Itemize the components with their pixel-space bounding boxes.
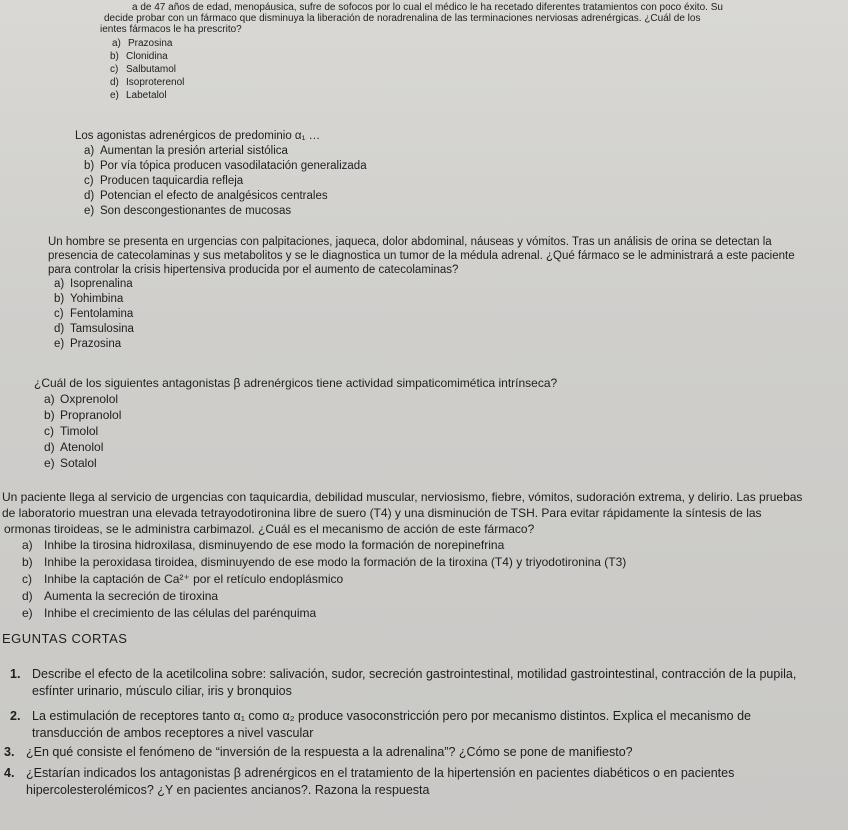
short-question-1-cont: esfínter urinario, músculo ciliar, iris y bronquios: [32, 684, 292, 698]
short-question-2-cont: transducción de ambos receptores a nivel vascular: [32, 726, 314, 740]
section-title: EGUNTAS CORTAS: [2, 631, 128, 646]
short-question-2: 2. La estimulación de receptores tanto α₁ como α₂ produce vasoconstricción pero por mecanismo distintos. Explica el mecanismo de: [10, 709, 752, 723]
question-2-option-d: d) Potencian el efecto de analgésicos centrales: [84, 190, 328, 202]
question-2-option-c: c) Producen taquicardia refleja: [84, 175, 244, 187]
short-question-4: 4. ¿Estarían indicados los antagonistas β adrenérgicos en el tratamiento de la hipertensión en pacientes diabéticos o en pacientes: [4, 766, 735, 780]
question-2-option-e: e) Son descongestionantes de mucosas: [84, 205, 292, 217]
question-1-option-b: b) Clonidina: [110, 51, 168, 62]
question-1-line-2: decide probar con un fármaco que disminuya la liberación de noradrenalina de las terminaciones nerviosas adrenérgicas. ¿Cuál de los: [104, 13, 701, 24]
question-3-option-a: a) Isoprenalina: [54, 278, 133, 290]
question-5-line-3: ormonas tiroideas, se le administra carbimazol. ¿Cuál es el mecanismo de acción de este fármaco?: [4, 522, 535, 536]
question-5-option-c: c) Inhibe la captación de Ca²⁺ por el retículo endoplásmico: [22, 572, 344, 586]
question-3-line-3: para controlar la crisis hipertensiva producida por el aumento de catecolaminas?: [48, 264, 459, 276]
question-4-option-a: a) Oxprenolol: [44, 392, 119, 406]
question-5-option-b: b) Inhibe la peroxidasa tiroidea, disminuyendo de ese modo la formación de la tiroxina (T4) y triyodotironina (T3): [22, 555, 627, 569]
question-1-line-1: a de 47 años de edad, menopáusica, sufre de sofocos por lo cual el médico le ha recetado diferentes tratamientos con poco éxito. Su: [132, 2, 723, 13]
question-1-option-a: a) Prazosina: [112, 38, 173, 49]
question-4-stem: ¿Cuál de los siguientes antagonistas β adrenérgicos tiene actividad simpaticomimética intrínseca?: [34, 376, 558, 390]
short-question-1: 1. Describe el efecto de la acetilcolina sobre: salivación, sudor, secreción gastrointestinal, motilidad gastrointestinal, contracción de la pupila,: [10, 667, 797, 681]
question-3-option-b: b) Yohimbina: [54, 293, 124, 305]
question-3-option-c: c) Fentolamina: [54, 308, 134, 320]
question-5-option-e: e) Inhibe el crecimiento de las células del parénquima: [22, 606, 317, 620]
short-question-3: 3. ¿En qué consiste el fenómeno de “inversión de la respuesta a la adrenalina”? ¿Cómo se pone de manifiesto?: [4, 745, 633, 759]
question-5-option-d: d) Aumenta la secreción de tiroxina: [22, 589, 219, 603]
question-5-option-a: a) Inhibe la tirosina hidroxilasa, disminuyendo de ese modo la formación de norepinefrina: [22, 538, 505, 552]
question-1-option-c: c) Salbutamol: [110, 64, 177, 75]
question-5-line-1: Un paciente llega al servicio de urgencias con taquicardia, debilidad muscular, nerviosismo, fiebre, vómitos, sudoración extrema, y delirio. Las pruebas: [2, 490, 803, 504]
question-2-stem: Los agonistas adrenérgicos de predominio α₁ …: [75, 130, 321, 142]
question-4-option-c: c) Timolol: [44, 424, 99, 438]
question-2-option-b: b) Por vía tópica producen vasodilatación generalizada: [84, 160, 367, 172]
question-3-line-2: presencia de catecolaminas y sus metabolitos y se le diagnostica un tumor de la médula adrenal. ¿Qué fármaco se le administrará a este paciente: [48, 250, 795, 262]
short-question-4-cont: hipercolesterolémicos? ¿Y en pacientes ancianos?. Razona la respuesta: [26, 783, 430, 797]
question-3-line-1: Un hombre se presenta en urgencias con palpitaciones, jaqueca, dolor abdominal, náuseas y vómitos. Tras un análisis de orina se detectan la: [48, 236, 772, 248]
question-2-option-a: a) Aumentan la presión arterial sistólica: [84, 145, 288, 157]
question-4-option-b: b) Propranolol: [44, 408, 122, 422]
question-1-line-3: ientes fármacos le ha prescrito?: [100, 24, 242, 35]
question-1-option-e: e) Labetalol: [110, 90, 167, 101]
question-5-line-2: de laboratorio muestran una elevada tetrayodotironina libre de suero (T4) y una disminución de TSH. Para evitar rápidamente la síntesis de las: [2, 506, 762, 520]
question-3-option-e: e) Prazosina: [54, 338, 122, 350]
question-3-option-d: d) Tamsulosina: [54, 323, 134, 335]
question-4-option-d: d) Atenolol: [44, 440, 104, 454]
question-1-option-d: d) Isoproterenol: [110, 77, 185, 88]
question-4-option-e: e) Sotalol: [44, 456, 97, 470]
